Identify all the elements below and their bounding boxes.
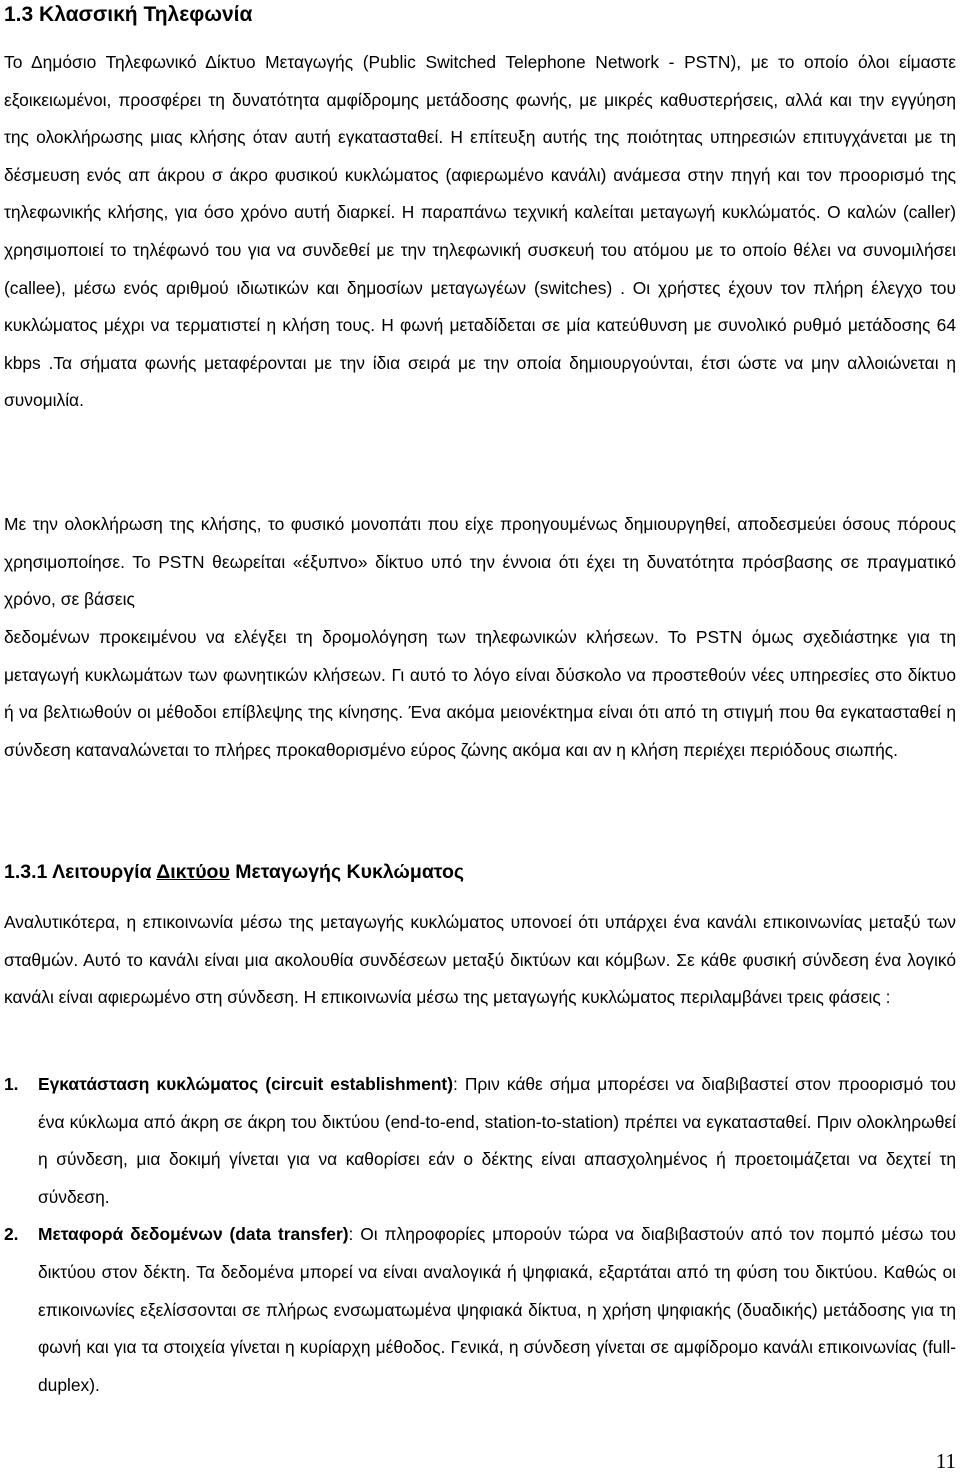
- list-item: [4, 1216, 956, 1404]
- page-number: 11: [935, 1449, 956, 1473]
- subsection-title: 1.3.1 Λειτουργία Δικτύου Μεταγωγής Κυκλώματος: [4, 861, 465, 883]
- list-item-text: : Πριν κάθε σήμα μπορέσει να διαβιβαστεί στον προορισμό του ένα κύκλωμα από άκρη σε άκρη του δικτύου (end-to-end, station-to-station) πρέπει να εγκατασταθεί. Πριν ολοκληρωθεί η σύνδεση, μια δοκιμή γίνεται για να καθορίσει εάν ο δέκτης είναι απασχολημένος ή προετοιμάζεται να δεχτεί τη σύνδεση.: [38, 1074, 956, 1207]
- list-item-term: Εγκατάσταση κυκλώματος (circuit establishment): [38, 1074, 454, 1094]
- paragraph-pstn-intro: Το Δημόσιο Τηλεφωνικό Δίκτυο Μεταγωγής (Public Switched Telephone Network - PSTN), με το οποίο όλοι είμαστε εξοικειωμένοι, προσφέρει τη δυνατότητα αμφίδρομης μετάδοσης φωνής, με μικρές καθυστερήσεις, αλλά και την εγγύηση της ολοκλήρωσης μιας κλήσης όταν αυτή εγκατασταθεί. Η επίτευξη αυτής της ποιότητας υπηρεσιών επιτυγχάνεται με τη δέσμευση ενός απ άκρου σ άκρο φυσικού κυκλώματος (αφιερωμένο κανάλι) ανάμεσα στην πηγή και τον προορισμό της τηλεφωνικής κλήσης, για όσο χρόνο αυτή διαρκεί. Η παραπάνω τεχνική καλείται μεταγωγή κυκλώματός. Ο καλών (caller) χρησιμοποιεί το τηλέφωνό του για να συνδεθεί με την τηλεφωνική συσκευή του ατόμου με το οποίο θέλει να συνομιλήσει (callee), μέσω ενός αριθμού ιδιωτικών και δημοσίων μεταγωγέων (switches) . Οι χρήστες έχουν τον πλήρη έλεγχο του κυκλώματος μέχρι να τερματιστεί η κλήση τους. Η φωνή μεταδίδεται σε μία κατεύθυνση με συνολικό ρυθμό μετάδοσης 64 kbps .Τα σήματα φωνής μεταφέρονται με την ίδια σειρά με την οποία δημιουργούνται, έτσι ώστε να μην αλλοιώνεται η συνομιλία.: [4, 52, 956, 411]
- paragraph-circuit-switching-intro: Αναλυτικότερα, η επικοινωνία μέσω της μεταγωγής κυκλώματος υπονοεί ότι υπάρχει ένα κανάλι επικοινωνίας μεταξύ των σταθμών. Αυτό το κανάλι είναι μια ακολουθία συνδέσεων μεταξύ δικτύων και κόμβων. Σε κάθε φυσική σύνδεση ένα λογικό κανάλι είναι αφιερωμένο στη σύνδεση. Η επικοινωνία μέσω της μεταγωγής κυκλώματος περιλαμβάνει τρεις φάσεις :: [4, 912, 956, 1008]
- list-item-number: 1.: [4, 1074, 19, 1094]
- phases-list: [4, 1066, 956, 1404]
- paragraph-call-completion: Με την ολοκλήρωση της κλήσης, το φυσικό μονοπάτι που είχε προηγουμένως δημιουργηθεί, αποδεσμεύει όσους πόρους χρησιμοποίησε. Το PSTN θεωρείται «έξυπνο» δίκτυο υπό την έννοια ότι έχει τη δυνατότητα πρόσβασης σε πραγματικό χρόνο, σε βάσεις: [4, 514, 956, 610]
- list-item-number: 2.: [4, 1224, 19, 1245]
- list-item-term: Μεταφορά δεδομένων (data transfer): [38, 1224, 349, 1245]
- list-item-text: : Οι πληροφορίες μπορούν τώρα να διαβιβαστούν από τον πομπό μέσω του δικτύου στον δέκτη. Τα δεδομένα μπορεί να είναι αναλογικά ή ψηφιακά, εξαρτάται από τη φύση του δικτύου. Καθώς οι επικοινωνίες εξελίσσονται σε πλήρως ενσωματωμένα ψηφιακά δίκτυα, η χρήση ψηφιακής (δυαδικής) μετάδοσης για τη φωνή και για τα στοιχεία γίνεται η κυρίαρχη μέθοδος. Γενικά, η σύνδεση γίνεται σε αμφίδρομο κανάλι επικοινωνίας (full-duplex).: [38, 1224, 956, 1395]
- section-title: 1.3 Κλασσική Τηλεφωνία: [4, 3, 253, 26]
- list-item: [4, 1066, 956, 1216]
- paragraph-pstn-limitations: δεδομένων προκειμένου να ελέγξει τη δρομολόγηση των τηλεφωνικών κλήσεων. Το PSTN όμως σχεδιάστηκε για τη μεταγωγή κυκλωμάτων των φωνητικών κλήσεων. Γι αυτό το λόγο είναι δύσκολο να προστεθούν νέες υπηρεσίες στο δίκτυο ή να βελτιωθούν οι μέθοδοι επίβλεψης της κίνησης. Ένα ακόμα μειονέκτημα είναι ότι από τη στιγμή που θα εγκατασταθεί η σύνδεση καταναλώνεται το πλήρες προκαθορισμένο εύρος ζώνης ακόμα και αν η κλήση περιέχει περιόδους σιωπής.: [4, 627, 956, 760]
